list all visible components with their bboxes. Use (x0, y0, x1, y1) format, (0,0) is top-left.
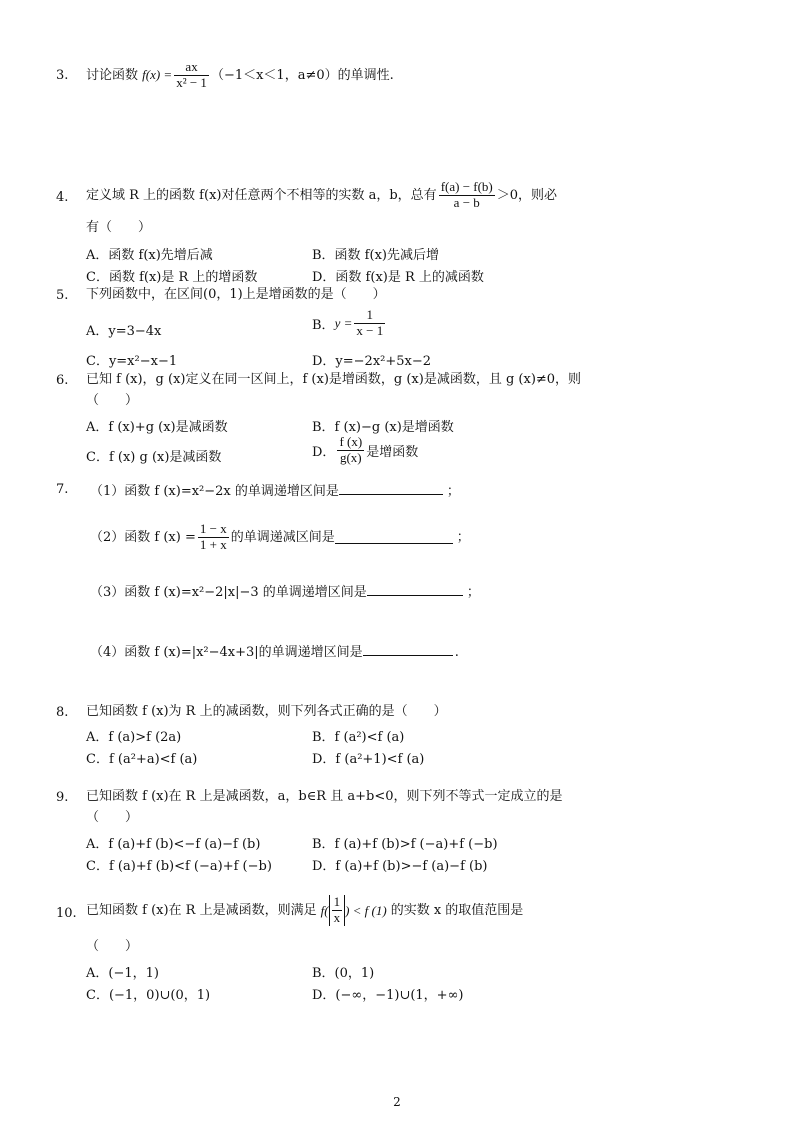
question-6-number: 6. (56, 373, 69, 388)
q5-optb-num: 1 (354, 308, 385, 324)
question-8-number: 8. (56, 705, 69, 720)
q4-option-a: A．函数 f(x)先增后减 (86, 248, 213, 263)
q5-optb-den: x − 1 (356, 322, 384, 338)
q4-frac-den: a − b (453, 194, 480, 210)
question-4-stem (86, 180, 557, 211)
q8-option-d: D．f (a²+1)<f (a) (312, 752, 425, 767)
q4-option-d: D．函数 f(x)是 R 上的减函数 (312, 270, 484, 285)
question-4-number: 4. (56, 190, 69, 205)
q5-optb-prefix: B． (312, 317, 335, 333)
q10-option-d: D．(−∞，−1)∪(1，+∞) (312, 988, 464, 1003)
q8-option-a: A．f (a)>f (2a) (86, 730, 182, 745)
q5-option-b (312, 308, 387, 339)
q7-p3-text: （3）函数 f (x)=x²−2|x|−3 的单调递增区间是 (90, 585, 367, 600)
q7-p4-text: （4）函数 f (x)=|x²−4x+3|的单调递增区间是 (90, 645, 363, 660)
q6-optd-fraction (337, 435, 364, 466)
q6-option-a: A．f (x)+g (x)是减函数 (86, 420, 228, 435)
q7-p2-blank[interactable] (335, 531, 453, 544)
q10-abs-den: x (333, 909, 341, 925)
q3-frac-num: ax (174, 60, 209, 76)
q7-p1-blank[interactable] (339, 482, 443, 495)
question-3-number: 3. (56, 68, 69, 83)
q10-option-a: A．(−1，1) (86, 966, 159, 981)
q6-option-d (312, 435, 418, 466)
q7-p2-prefix: （2）函数 f (x) = (90, 529, 196, 545)
q10-stem (86, 895, 523, 926)
q10-f-suffix: ) < f (1) (345, 902, 387, 918)
q5-option-d: D．y=−2x²+5x−2 (312, 354, 432, 369)
q5-option-c: C．y=x²−x−1 (86, 354, 178, 369)
q9-option-d: D．f (a)+f (b)>−f (a)−f (b) (312, 859, 488, 874)
q5-option-a: A．y=3−4x (86, 324, 162, 339)
q4-option-b: B．函数 f(x)先减后增 (312, 248, 439, 263)
q7-p3-blank[interactable] (367, 583, 463, 596)
q6-stem-2: （ ） (86, 393, 139, 408)
question-7-number: 7. (56, 482, 69, 497)
question-3-stem (86, 60, 394, 91)
q10-abs-num: 1 (333, 894, 341, 909)
q4-text3: 有（ ） (86, 220, 152, 235)
q10-text2: 的实数 x 的取值范围是 (390, 902, 524, 918)
q7-part-4 (90, 643, 459, 659)
q10-fraction (332, 895, 343, 926)
q4-text1: 定义域 R 上的函数 f(x)对任意两个不相等的实数 a，b，总有 (86, 187, 437, 203)
q6-optd-num: f (x) (339, 434, 363, 449)
q7-part-2 (90, 522, 470, 553)
q10-abs (329, 895, 346, 926)
q4-fraction (439, 180, 495, 211)
q5-stem: 下列函数中，在区间(0，1)上是增函数的是（ ） (86, 287, 386, 302)
q9-option-c: C．f (a)+f (b)<f (−a)+f (−b) (86, 859, 272, 874)
q7-p3-end: ； (466, 585, 480, 600)
question-9-number: 9. (56, 790, 69, 805)
q9-option-a: A．f (a)+f (b)<−f (a)−f (b) (86, 837, 261, 852)
q7-p1-end: ； (446, 484, 460, 499)
q4-frac-num: f(a) − f(b) (440, 179, 493, 194)
q7-part-3 (90, 583, 480, 599)
q10-option-b: B．(0，1) (312, 966, 375, 981)
q5-optb-lhs: y = (334, 315, 353, 331)
page-number: 2 (393, 1095, 401, 1109)
q7-p2-den: 1 + x (199, 536, 227, 552)
q7-part-1 (90, 482, 460, 498)
q8-stem: 已知函数 f (x)为 R 上的减函数，则下列各式正确的是（ ） (86, 704, 447, 719)
q3-func-lhs: f(x) = (142, 66, 173, 82)
q8-option-b: B．f (a²)<f (a) (312, 730, 405, 745)
q10-text3: （ ） (86, 939, 139, 954)
q5-optb-fraction (354, 308, 385, 339)
q9-option-b: B．f (a)+f (b)>f (−a)+f (−b) (312, 837, 498, 852)
q10-option-c: C．(−1，0)∪(0，1) (86, 988, 211, 1003)
q7-p2-suffix: 的单调递减区间是 (230, 529, 335, 545)
q7-p2-end: ； (456, 529, 470, 545)
q7-p4-blank[interactable] (363, 643, 453, 656)
q3-lead: 讨论函数 (86, 67, 143, 83)
q3-fraction (174, 60, 209, 91)
q6-option-b: B．f (x)−g (x)是增函数 (312, 420, 454, 435)
q7-p2-num: 1 − x (199, 521, 227, 536)
q9-stem: 已知函数 f (x)在 R 上是减函数，a，b∈R 且 a+b<0，则下列不等式一定成立的是 (86, 789, 563, 804)
q6-optd-den: g(x) (339, 449, 362, 465)
question-5-number: 5. (56, 288, 69, 303)
q6-stem: 已知 f (x)，g (x)定义在同一区间上，f (x)是增函数，g (x)是减函数，且 g (x)≠0，则 (86, 372, 582, 387)
q9-stem-2: （ ） (86, 810, 139, 825)
question-10-number: 10. (56, 906, 77, 921)
q7-p1-text: （1）函数 f (x)=x²−2x 的单调递增区间是 (90, 484, 339, 499)
q7-p2-fraction (198, 522, 229, 553)
q3-frac-den: x² − 1 (176, 74, 207, 90)
q3-condition: （−1＜x＜1，a≠0）的单调性. (210, 67, 394, 83)
q8-option-c: C．f (a²+a)<f (a) (86, 752, 198, 767)
q6-option-c: C．f (x) g (x)是减函数 (86, 450, 222, 465)
q7-p4-end: . (454, 645, 459, 660)
q4-option-c: C．函数 f(x)是 R 上的增函数 (86, 270, 258, 285)
q4-text2: ＞0，则必 (496, 187, 558, 203)
q6-optd-suffix: 是增函数 (366, 444, 419, 460)
q10-f-prefix: f( (320, 902, 329, 918)
q6-optd-prefix: D． (312, 444, 336, 460)
q10-text1: 已知函数 f (x)在 R 上是减函数，则满足 (86, 902, 317, 918)
